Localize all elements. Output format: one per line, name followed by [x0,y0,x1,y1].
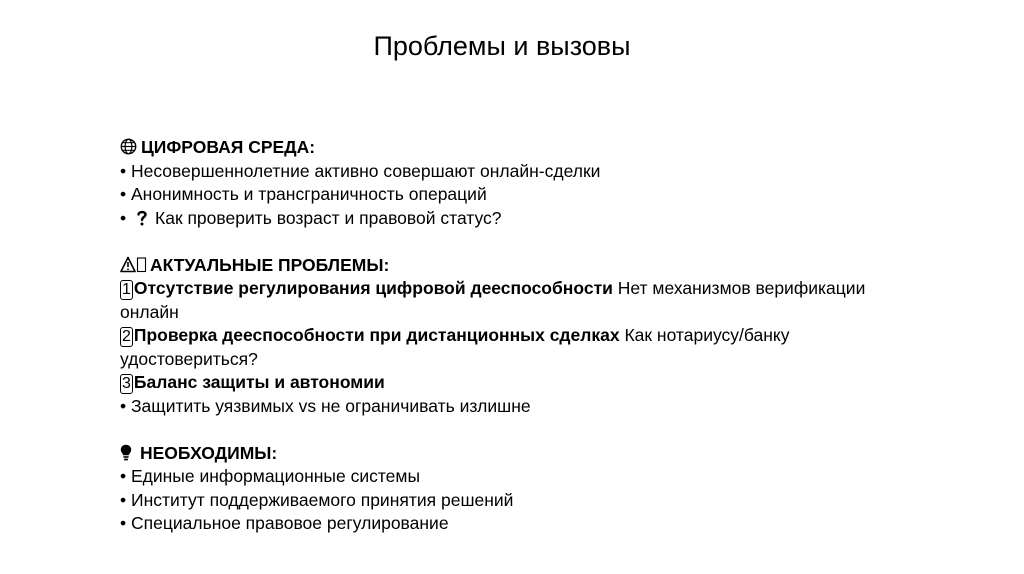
digital-bullet: • Анонимность и трансграничность операций [120,184,487,204]
problem-item [120,371,880,395]
digital-heading [120,136,880,160]
digital-question-bullet [120,207,880,231]
warning-icon [120,256,148,280]
problem-title: Отсутствие регулирования цифровой дееспособности [133,278,613,298]
question-icon [137,209,147,233]
problem-item [120,324,880,371]
problem-item [120,277,880,324]
slide-content [120,136,880,536]
problem-title: Баланс защиты и автономии [133,372,385,392]
problem-bullet: • Защитить уязвимых vs не ограничивать излишне [120,395,531,416]
globe-icon [120,138,137,162]
spacer [120,230,880,254]
question-text: Как проверить возраст и правовой статус? [155,207,502,228]
needed-bullet: • Единые информационные системы [120,466,421,486]
needed-bullet: • Институт поддерживаемого принятия решений [120,489,514,510]
needed-bullet: • Специальное правовое регулирование [120,513,449,533]
digital-heading-text: ЦИФРОВАЯ СРЕДА: [141,137,316,157]
lightbulb-icon [120,444,132,468]
needed-heading [120,442,880,466]
problem-text: Нет механизмов верификации онлайн [120,278,866,322]
problem-title: Проверка дееспособности при дистанционных сделках [133,325,620,345]
number-badge: 1 [122,281,131,298]
needed-heading-text: НЕОБХОДИМЫ: [140,442,278,463]
problems-heading [120,254,880,278]
digital-bullet: • Несовершеннолетние активно совершают онлайн-сделки [120,160,601,181]
number-badge: 3 [122,375,131,392]
problem-text: Как нотариусу/банку удостовериться? [120,325,790,369]
problems-heading-text: АКТУАЛЬНЫЕ ПРОБЛЕМЫ: [150,254,390,275]
slide-title: Проблемы и вызовы [373,31,631,61]
bullet-marker: • [120,207,127,228]
spacer [120,418,880,442]
number-badge: 2 [122,328,131,345]
